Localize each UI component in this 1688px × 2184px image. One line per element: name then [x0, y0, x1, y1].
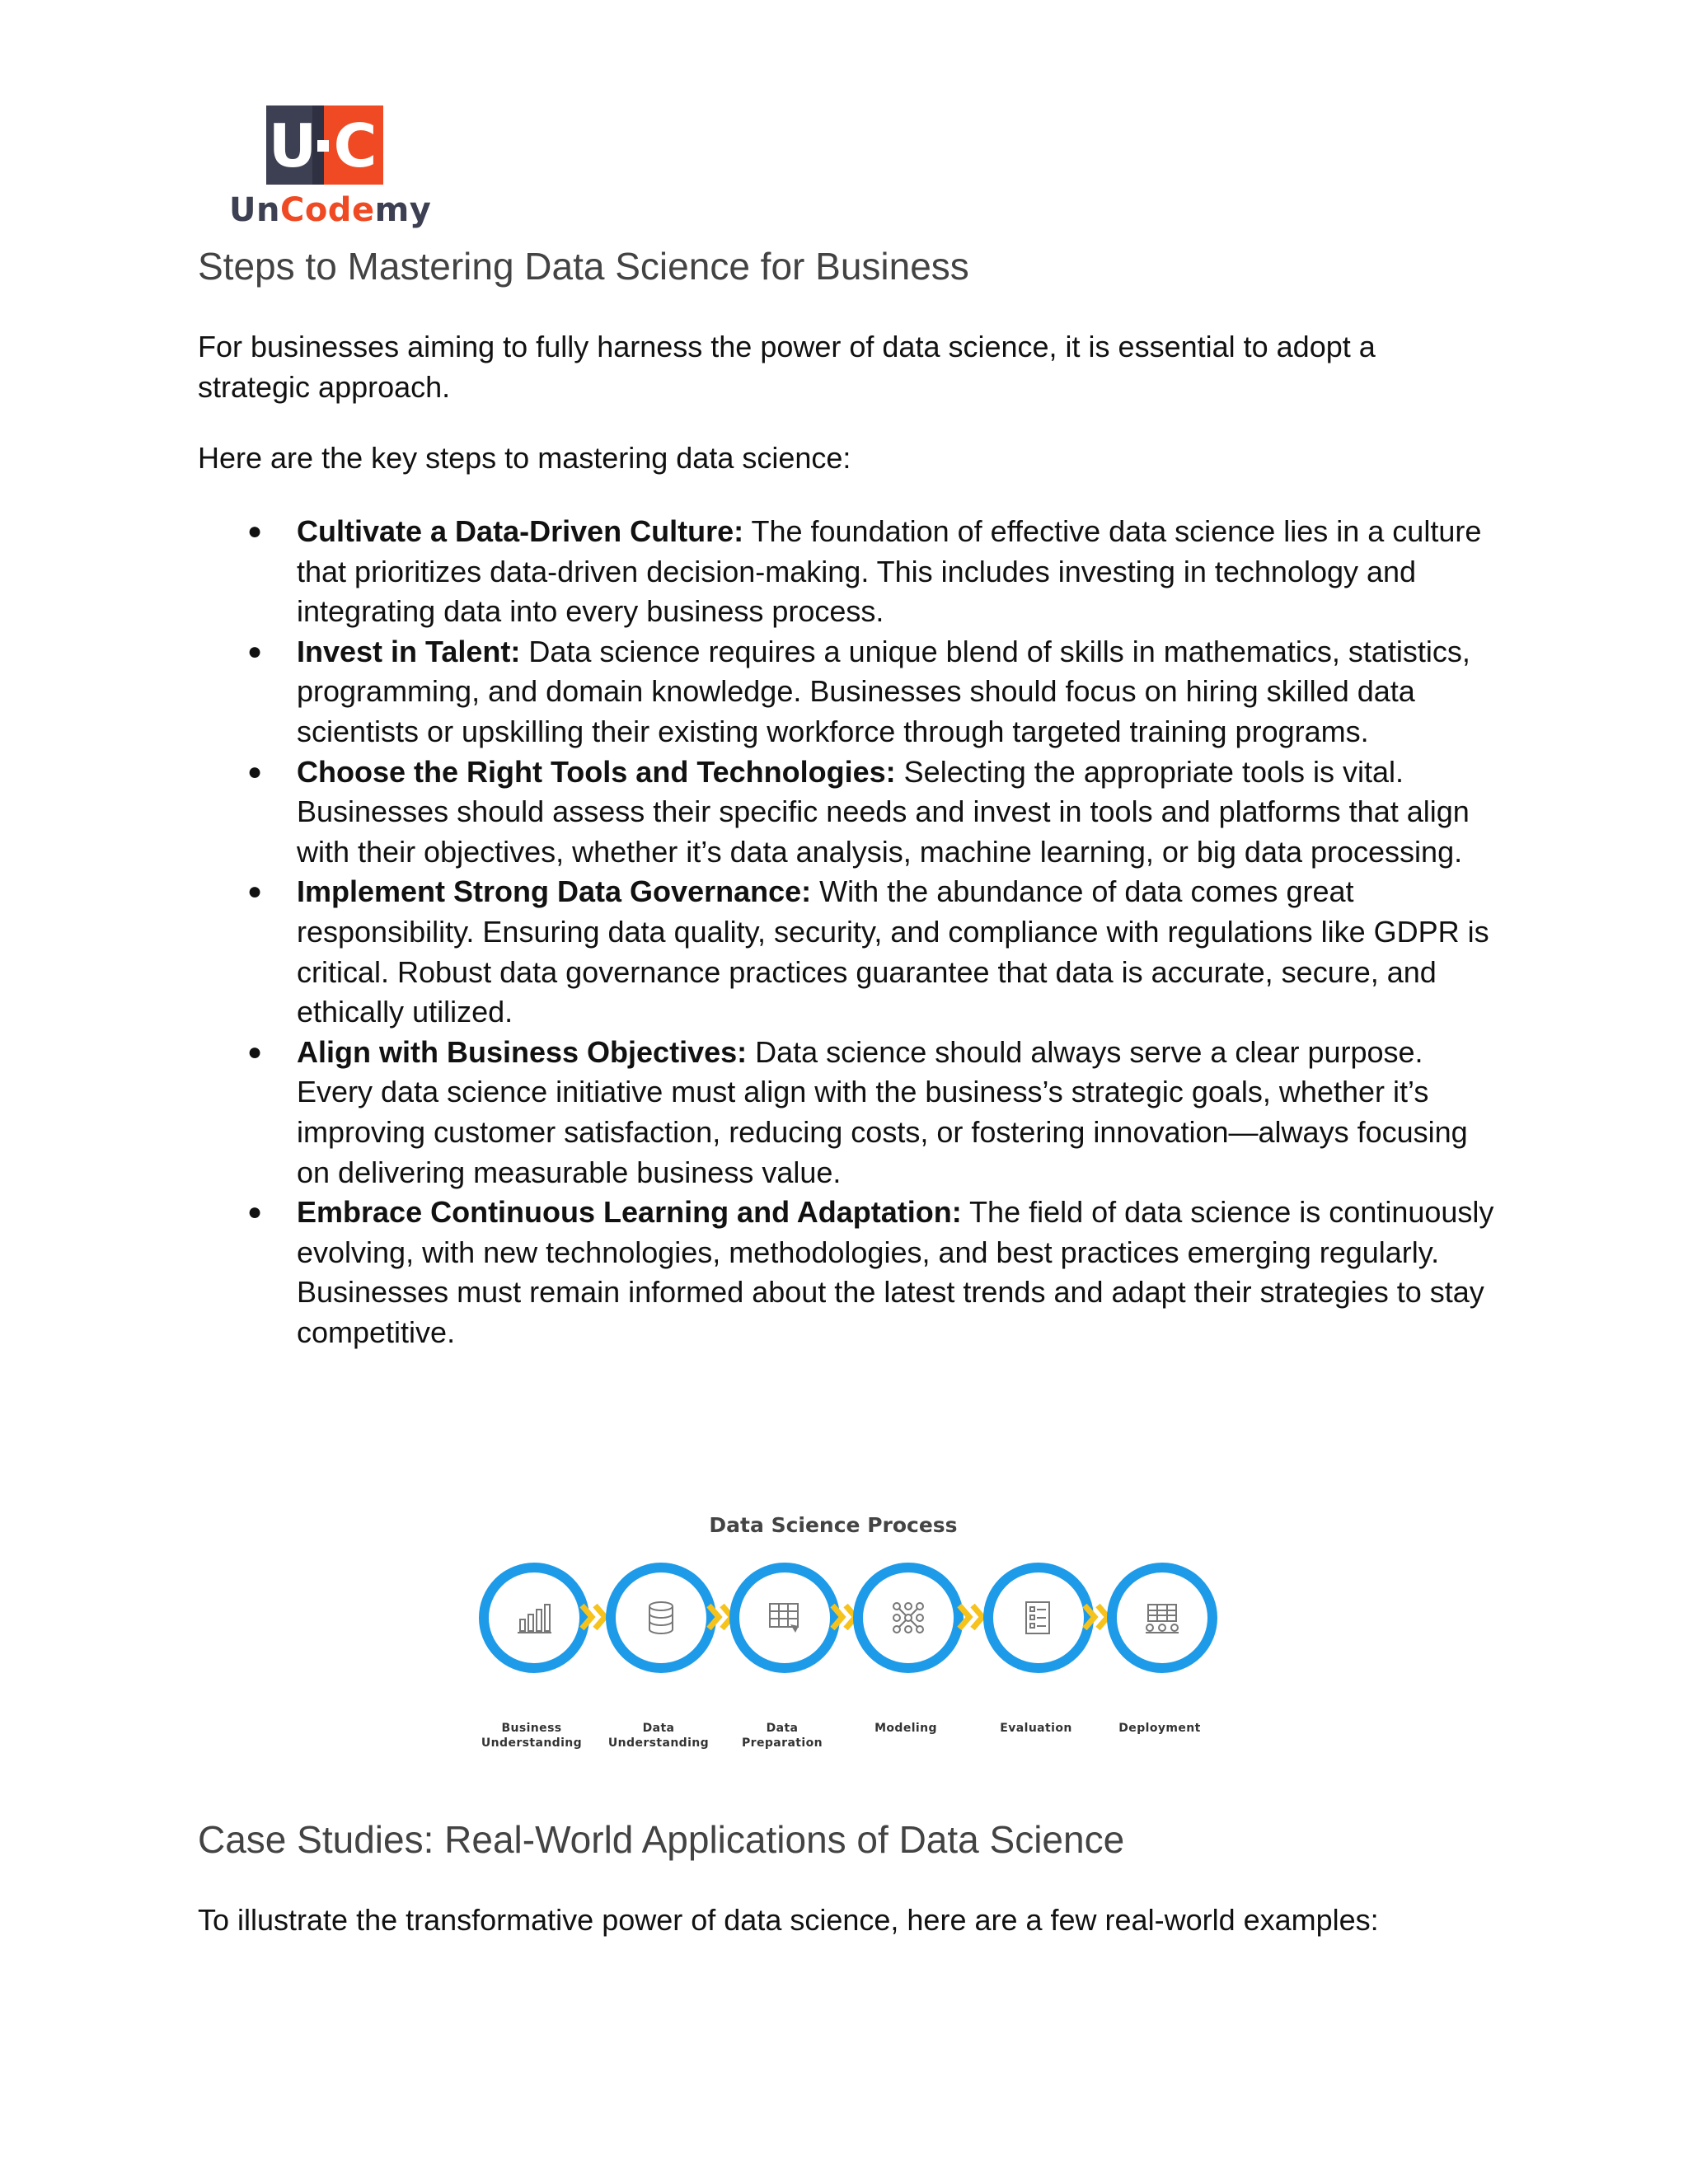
list-item: [198, 1193, 1500, 1352]
logo-wordmark: [229, 191, 431, 229]
process-step-label-line2: Preparation: [742, 1736, 823, 1750]
list-item: [198, 632, 1500, 752]
deployment-icon: [1143, 1601, 1181, 1634]
section-title-case-studies: Case Studies: Real-World Applications of Data Science: [198, 1818, 1125, 1861]
bullet-icon: ●: [247, 637, 263, 665]
logo-word-part1: Un: [229, 191, 280, 229]
process-step-label-line2: Understanding: [607, 1736, 710, 1750]
bullet-icon: ●: [247, 878, 263, 906]
uc-logo-mark: [266, 105, 383, 185]
section-title-steps: Steps to Mastering Data Science for Business: [198, 245, 969, 288]
step-text: Data science should always serve a clear purpose. Every data science initiative must align with the business’s strategic goals, whether it’s improving customer satisfaction, reducing costs, or fostering innovation—always focusing on delivering measurable business value.: [297, 1034, 1468, 1189]
process-title: Data Science Process: [709, 1513, 958, 1537]
step-text: Selecting the appropriate tools is vital. Businesses should assess their specific needs and invest in tools and platforms that align with their objectives, whether it’s data analysis, machine learning, or big data processing.: [297, 754, 1470, 869]
process-step-label-line1: Data: [766, 1722, 799, 1735]
process-step-evaluation: [981, 1563, 1096, 1735]
logo-mark-c: C: [333, 111, 377, 180]
list-item: [198, 512, 1500, 632]
process-step-label-line1: Evaluation: [1000, 1722, 1072, 1735]
process-step-label-line1: Business: [501, 1722, 562, 1735]
process-ring: [853, 1563, 964, 1673]
logo-word-part2: Code: [279, 191, 375, 229]
bullet-icon: ●: [247, 518, 263, 545]
process-ring: [729, 1563, 840, 1673]
checklist-icon: [1024, 1600, 1053, 1636]
process-ring: [606, 1563, 716, 1673]
step-text: The field of data science is continuously evolving, with new technologies, methodologies, and best practices emerging regularly. Businesses must remain informed about the latest trends and adapt their strategies to stay competitive.: [297, 1195, 1494, 1349]
database-icon: [645, 1600, 678, 1636]
step-heading: Embrace Continuous Learning and Adaptation:: [297, 1195, 962, 1230]
bullet-icon: ●: [247, 1038, 263, 1066]
step-text: The foundation of effective data science lies in a culture that prioritizes data-driven decision-making. This includes investing in technology and integrating data into every business process.: [297, 514, 1482, 629]
steps-list: [198, 512, 1500, 1352]
bullet-icon: ●: [247, 1198, 263, 1226]
step-heading: Implement Strong Data Governance:: [297, 874, 812, 909]
network-icon: [890, 1600, 926, 1636]
process-step-label-line1: Data: [642, 1722, 675, 1735]
logo-word-part3: my: [374, 191, 432, 229]
process-step-modeling: [851, 1563, 966, 1735]
step-text: Data science requires a unique blend of skills in mathematics, statistics, programming, and domain knowledge. Businesses should focus on hiring skilled data scientists or upskilling their existing workforce through targeted training programs.: [297, 634, 1470, 748]
data-science-process-figure: [470, 1513, 1212, 1750]
step-text: With the abundance of data comes great responsibility. Ensuring data quality, security, and compliance with regulations like GDPR is critical. Robust data governance practices guarantee that data is accurate, secure, and ethically utilized.: [297, 874, 1489, 1029]
bullet-icon: ●: [247, 757, 263, 785]
logo-mark-u: U: [268, 111, 317, 180]
process-step-label: [1081, 1721, 1238, 1736]
process-step-data-preparation: [727, 1563, 842, 1750]
process-step-label-line1: Deployment: [1118, 1722, 1201, 1735]
steps-lead-paragraph: Here are the key steps to mastering data science:: [198, 441, 851, 475]
process-ring: [479, 1563, 589, 1673]
list-item: [198, 872, 1500, 1032]
step-heading: Choose the Right Tools and Technologies:: [297, 754, 896, 789]
table-icon: [767, 1601, 802, 1634]
process-step-business-understanding: [476, 1563, 592, 1750]
process-step-deployment: [1104, 1563, 1220, 1735]
step-heading: Invest in Talent:: [297, 634, 521, 668]
case-studies-intro: To illustrate the transformative power of data science, here are a few real-world examples:: [198, 1903, 1379, 1937]
intro-paragraph: For businesses aiming to fully harness the power of data science, it is essential to adopt a strategic approach.: [198, 330, 1376, 404]
process-ring: [1107, 1563, 1217, 1673]
step-heading: Cultivate a Data-Driven Culture:: [297, 514, 744, 548]
step-heading: Align with Business Objectives:: [297, 1034, 748, 1069]
uncodemy-logo: [229, 102, 443, 234]
process-step-label-line1: Modeling: [874, 1722, 937, 1735]
list-item: [198, 752, 1500, 873]
process-step-data-understanding: [603, 1563, 719, 1750]
process-ring: [983, 1563, 1094, 1673]
bar-chart-icon: [516, 1601, 552, 1634]
process-step-label-line2: Understanding: [481, 1736, 583, 1750]
list-item: [198, 1033, 1500, 1193]
